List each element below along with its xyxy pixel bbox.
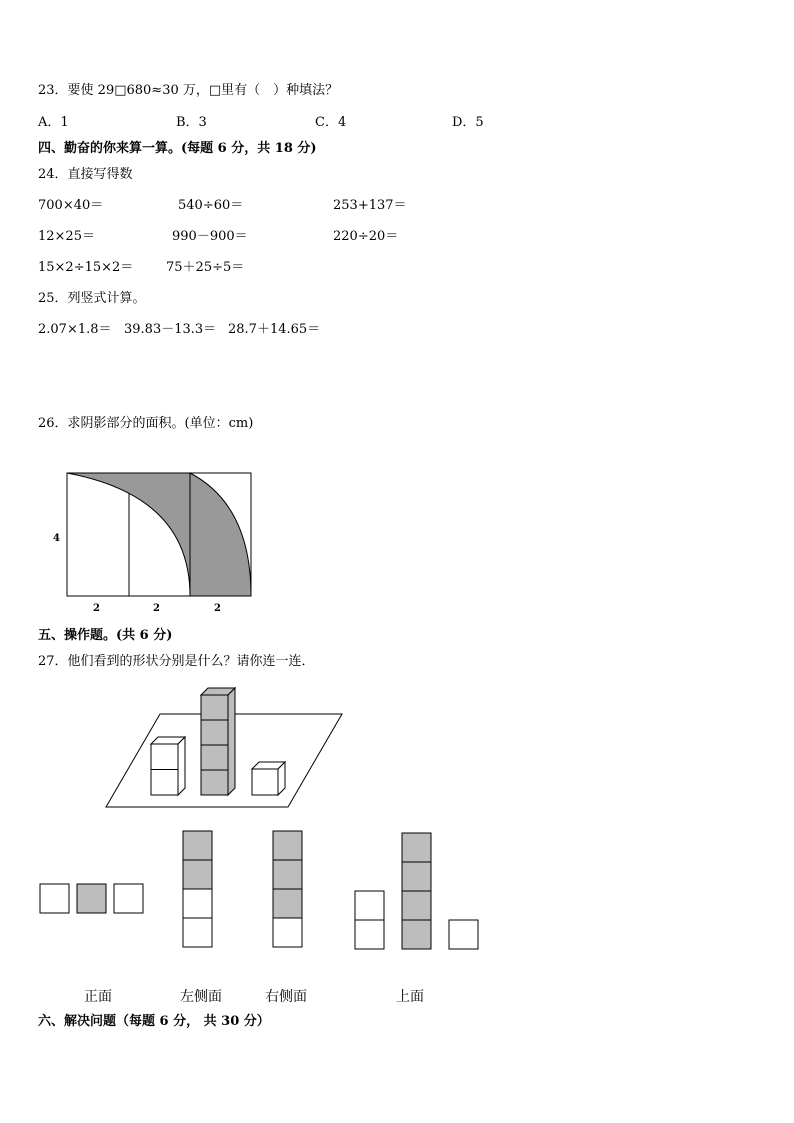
q23-option-a[interactable]: A．1 bbox=[38, 115, 69, 130]
q27-cube-single-right bbox=[252, 762, 285, 795]
q24-stem: 24．直接写得数 bbox=[38, 167, 133, 182]
q25-item: 2.07×1.8＝ bbox=[38, 322, 112, 337]
q25-stem: 25．列竖式计算。 bbox=[38, 291, 146, 306]
q24-item: 700×40＝ bbox=[38, 198, 104, 213]
q26-stem: 26．求阴影部分的面积。(单位：cm) bbox=[38, 416, 254, 431]
view-label-front: 正面 bbox=[84, 989, 112, 1005]
q23-stem: 23．要使 29□680≈30 万，□里有（ ）种填法？ bbox=[38, 83, 339, 98]
view-label-right: 右侧面 bbox=[265, 989, 307, 1005]
q27-view-option-b[interactable] bbox=[183, 831, 212, 947]
q26-width-label: 2 bbox=[214, 603, 221, 614]
q23-option-c[interactable]: C．4 bbox=[315, 115, 347, 130]
q26-width-label: 2 bbox=[93, 603, 100, 614]
q26-width-label: 2 bbox=[153, 603, 160, 614]
q27-view-option-c[interactable] bbox=[273, 831, 302, 947]
q27-scene bbox=[106, 688, 342, 807]
q25-item: 28.7＋14.65＝ bbox=[228, 322, 321, 337]
q24-item: 75＋25÷5＝ bbox=[166, 260, 245, 275]
q24-item: 540÷60＝ bbox=[178, 198, 244, 213]
q26-height-label: 4 bbox=[53, 533, 60, 544]
q26-shaded-region-right bbox=[190, 473, 251, 596]
q27-view-option-a[interactable] bbox=[40, 884, 143, 913]
q27-cube-stack-middle bbox=[201, 688, 235, 795]
q27-cube-stack-left bbox=[151, 737, 185, 795]
section6-title: 六、解决问题（每题 6 分， 共 30 分） bbox=[38, 1014, 270, 1029]
q24-item: 990－900＝ bbox=[172, 229, 248, 244]
section5-title: 五、操作题。(共 6 分) bbox=[38, 628, 173, 643]
q25-item: 39.83－13.3＝ bbox=[124, 322, 217, 337]
q27-stem: 27．他们看到的形状分别是什么？请你连一连． bbox=[38, 654, 315, 669]
q24-item: 253+137＝ bbox=[333, 198, 407, 213]
q27-view-option-d[interactable] bbox=[355, 833, 478, 949]
view-label-top: 上面 bbox=[396, 989, 424, 1005]
q26-figure bbox=[53, 473, 251, 614]
section4-title: 四、勤奋的你来算一算。(每题 6 分，共 18 分) bbox=[38, 141, 317, 156]
q24-item: 220÷20＝ bbox=[333, 229, 399, 244]
q24-item: 12×25＝ bbox=[38, 229, 95, 244]
q23-option-d[interactable]: D．5 bbox=[452, 115, 484, 130]
q24-item: 15×2÷15×2＝ bbox=[38, 260, 134, 275]
view-label-left: 左侧面 bbox=[180, 989, 222, 1005]
q23-option-b[interactable]: B．3 bbox=[176, 115, 207, 130]
